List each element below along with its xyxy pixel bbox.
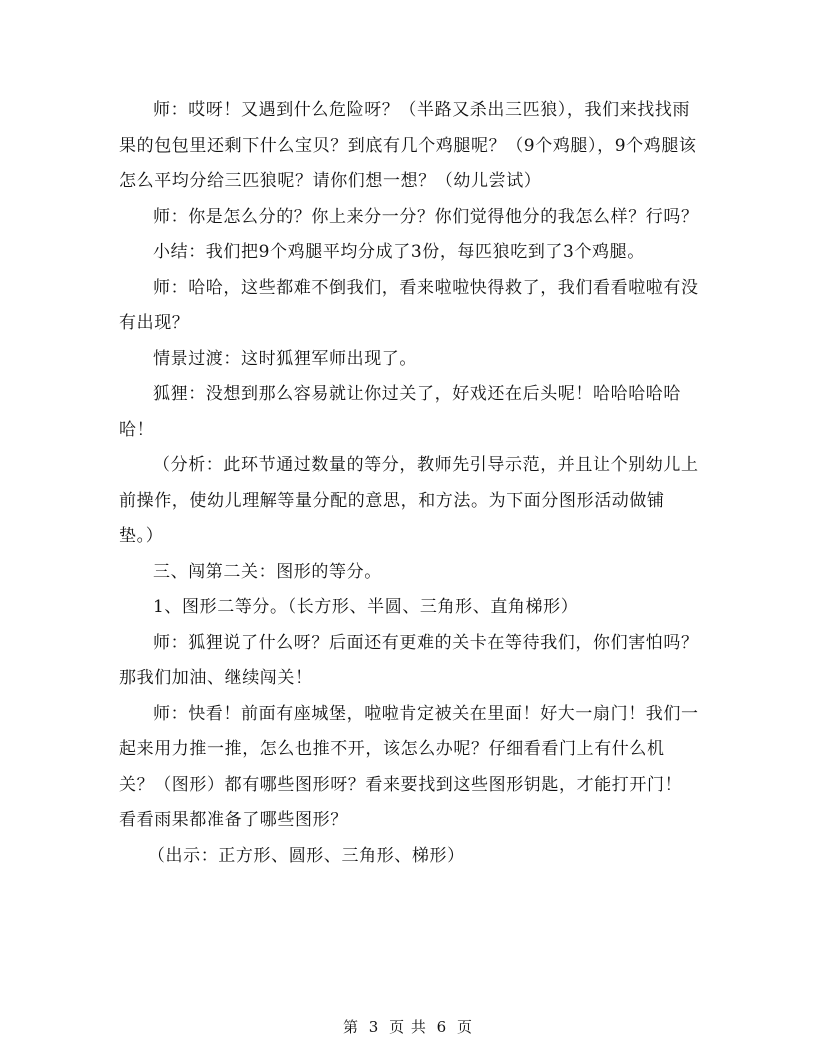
paragraph-teacher-haha: 师：哈哈，这些都难不倒我们，看来啦啦快得救了，我们看看啦啦有没有出现？: [119, 277, 699, 333]
footer-suffix: 页: [457, 1018, 474, 1036]
paragraph-analysis: （分析：此环节通过数量的等分，教师先引导示范，并且让个别幼儿上前操作，使幼儿理解等量分配的意思，和方法。为下面分图形活动做铺垫。）: [119, 455, 699, 546]
footer-prefix: 第: [342, 1018, 359, 1036]
footer-middle: 页 共: [389, 1018, 427, 1036]
paragraph-teacher-danger: 师：哎呀！又遇到什么危险呀？（半路又杀出三匹狼），我们来找找雨果的包包里还剩下什么宝贝？到底有几个鸡腿呢？（9个鸡腿），9个鸡腿该怎么平均分给三匹狼呢？请你们想一想？（幼儿尝试）: [119, 100, 697, 191]
footer-total-pages: 6: [436, 1018, 448, 1036]
document-body: [119, 93, 699, 874]
paragraph-show-shapes: （出示：正方形、圆形、三角形、梯形）: [147, 845, 465, 866]
paragraph-scene-transition: 情景过渡：这时狐狸军师出现了。: [153, 348, 417, 369]
paragraph-teacher-how-divide: 师：你是怎么分的？你上来分一分？你们觉得他分的我怎么样？行吗？: [153, 206, 699, 227]
paragraph-teacher-castle: 师：快看！前面有座城堡，啦啦肯定被关在里面！好大一扇门！我们一起来用力推一推，怎么也推不开，该怎么办呢？仔细看看门上有什么机关？（图形）都有哪些图形呀？看来要找到这些图形钥匙，才能打开门！看看雨果都准备了哪些图形？: [119, 703, 699, 830]
section-heading-level-two: 三、闯第二关：图形的等分。: [153, 561, 382, 582]
paragraph-teacher-fox-said: 师：狐狸说了什么呀？后面还有更难的关卡在等待我们，你们害怕吗？那我们加油、继续闯关！: [119, 632, 699, 688]
paragraph-fox: 狐狸：没想到那么容易就让你过关了，好戏还在后头呢！哈哈哈哈哈哈！: [119, 384, 681, 440]
subsection-shape-halves: 1、图形二等分。（长方形、半圆、三角形、直角梯形）: [153, 597, 579, 617]
footer-current-page: 3: [368, 1018, 380, 1036]
paragraph-summary: 小结：我们把9个鸡腿平均分成了3份，每匹狼吃到了3个鸡腿。: [153, 242, 645, 262]
page-footer: [0, 1016, 816, 1037]
